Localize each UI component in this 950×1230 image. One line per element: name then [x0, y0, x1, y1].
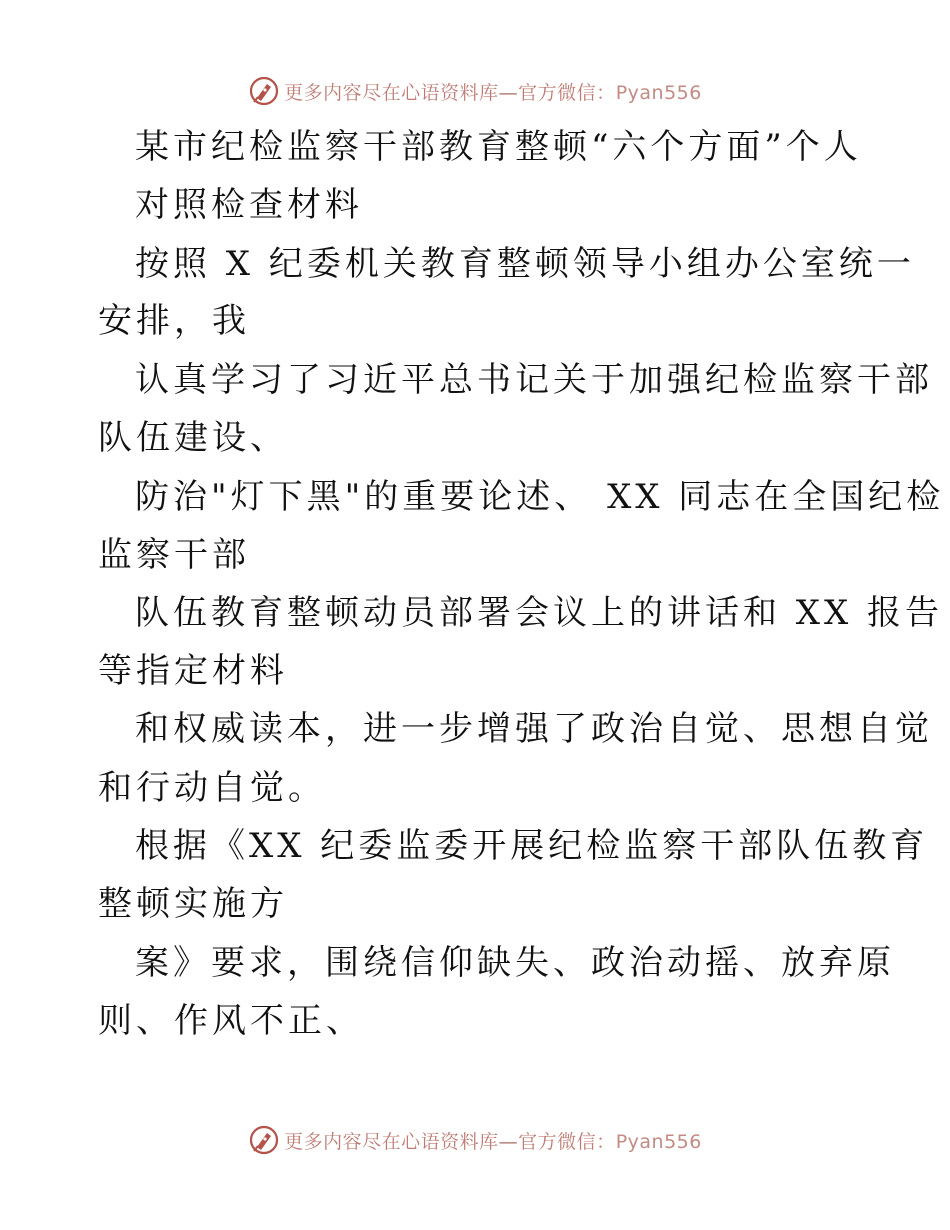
document-line: 安排，我: [98, 301, 250, 341]
document-line: 按照 X 纪委机关教育整顿领导小组办公室统一: [135, 244, 915, 284]
document-line: 队伍建设、: [98, 418, 288, 458]
pen-nib-circle-icon: [248, 1124, 280, 1156]
document-line: 等指定材料: [98, 651, 288, 691]
document-line: 对照检查材料: [135, 185, 363, 225]
document-line: 监察干部: [98, 535, 250, 575]
watermark-main: 更多内容尽在心语资料库: [284, 81, 499, 104]
footer-watermark: [0, 1120, 950, 1160]
document-line: 队伍教育整顿动员部署会议上的讲话和 XX 报告: [135, 593, 944, 633]
watermark-account: Pyan556: [615, 1130, 702, 1153]
watermark-account: Pyan556: [615, 81, 702, 104]
document-line: 整顿实施方: [98, 884, 288, 924]
document-line: 根据《XX 纪委监委开展纪检监察干部队伍教育: [135, 826, 929, 866]
document-line: 防治"灯下黑"的重要论述、 XX 同志在全国纪检: [135, 477, 945, 517]
watermark-suffix: 官方微信：: [518, 81, 616, 104]
watermark-text: [284, 78, 702, 105]
pen-nib-circle-icon: [248, 75, 280, 107]
watermark-text: [284, 1127, 702, 1154]
watermark-main: 更多内容尽在心语资料库: [284, 1130, 499, 1153]
watermark-separator: —: [498, 81, 519, 104]
document-line: 认真学习了习近平总书记关于加强纪检监察干部: [135, 360, 933, 400]
document-line: 案》要求，围绕信仰缺失、政治动摇、放弃原: [135, 943, 895, 983]
document-line: 则、作风不正、: [98, 1001, 364, 1041]
document-line: 和权威读本，进一步增强了政治自觉、思想自觉: [135, 709, 933, 749]
document-line: 某市纪检监察干部教育整顿“六个方面”个人: [135, 127, 862, 167]
header-watermark: [0, 71, 950, 111]
document-line: 和行动自觉。: [98, 768, 326, 808]
watermark-suffix: 官方微信：: [518, 1130, 616, 1153]
watermark-separator: —: [498, 1130, 519, 1153]
